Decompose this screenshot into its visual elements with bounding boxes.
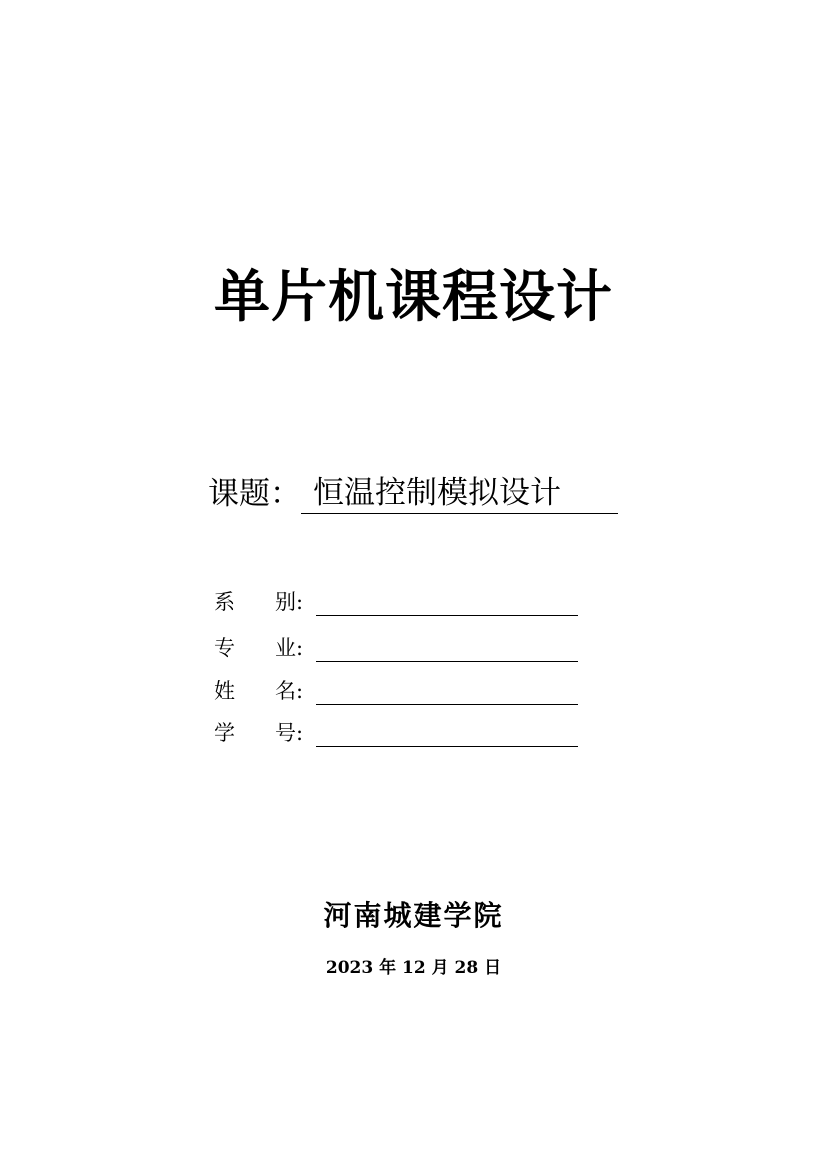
field-label: 系 别: bbox=[214, 590, 304, 614]
field-student-id bbox=[214, 717, 578, 747]
topic-label: 课题： bbox=[208, 476, 301, 512]
topic-underline bbox=[301, 472, 618, 514]
document-title: 单片机课程设计 bbox=[214, 264, 613, 330]
topic-value: 恒温控制模拟设计 bbox=[313, 475, 561, 511]
document-date: 2023 年 12 月 28 日 bbox=[325, 958, 502, 978]
field-department bbox=[214, 586, 578, 616]
institute-name: 河南城建学院 bbox=[323, 899, 504, 932]
field-blank-line bbox=[316, 720, 578, 747]
field-label: 专 业: bbox=[214, 636, 304, 660]
field-name bbox=[214, 675, 578, 705]
field-major bbox=[214, 632, 578, 662]
field-blank-line bbox=[316, 635, 578, 662]
field-blank-line bbox=[316, 589, 578, 616]
topic-row bbox=[208, 472, 618, 514]
field-blank-line bbox=[316, 678, 578, 705]
field-label: 姓 名: bbox=[214, 679, 304, 703]
field-label: 学 号: bbox=[214, 721, 304, 745]
